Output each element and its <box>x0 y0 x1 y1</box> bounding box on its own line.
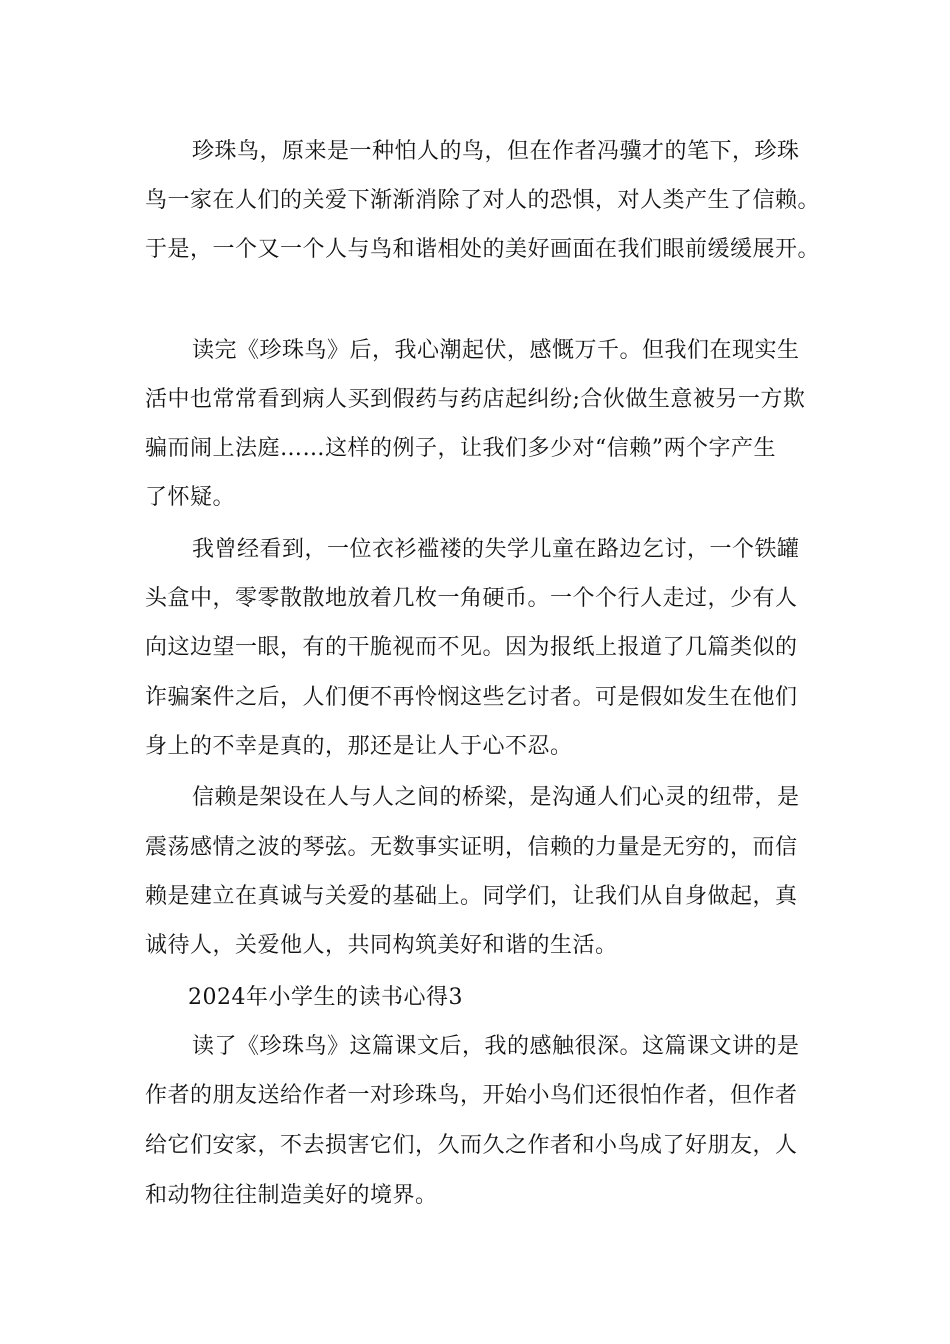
line-text: 诚待人，关爱他人，共同构筑美好和谐的生活。 <box>145 933 618 958</box>
line-text: 骗而闹上法庭……这样的例子，让我们多少对“信赖”两个字产生 <box>145 436 776 461</box>
line-text: 活中也常常看到病人买到假药与药店起纠纷;合伙做生意被另一方欺 <box>145 387 806 412</box>
line-text: 和动物往往制造美好的境界。 <box>145 1183 438 1208</box>
line-text: 诈骗案件之后，人们便不再怜悯这些乞讨者。可是假如发生在他们 <box>145 685 798 710</box>
line-text: 向这边望一眼，有的干脆视而不见。因为报纸上报道了几篇类似的 <box>145 635 798 660</box>
line-text: 读了《珍珠鸟》这篇课文后，我的感触很深。这篇课文讲的是 <box>192 1034 800 1059</box>
line-text: 赖是建立在真诚与关爱的基础上。同学们，让我们从自身做起，真 <box>145 884 798 909</box>
line-text: 给它们安家，不去损害它们，久而久之作者和小鸟成了好朋友，人 <box>145 1133 798 1158</box>
line-text: 作者的朋友送给作者一对珍珠鸟，开始小鸟们还很怕作者，但作者 <box>145 1083 798 1108</box>
line-text: 震荡感情之波的琴弦。无数事实证明，信赖的力量是无穷的，而信 <box>145 835 798 860</box>
line-text: 鸟一家在人们的关爱下渐渐消除了对人的恐惧，对人类产生了信赖。 <box>145 188 821 213</box>
line-text: 信赖是架设在人与人之间的桥梁，是沟通人们心灵的纽带，是 <box>192 785 800 810</box>
line-text: 珍珠鸟，原来是一种怕人的鸟，但在作者冯骥才的笔下，珍珠 <box>192 139 800 164</box>
line-text: 读完《珍珠鸟》后，我心潮起伏，感慨万千。但我们在现实生 <box>192 338 800 363</box>
section-heading-text: 2024年小学生的读书心得3 <box>188 985 463 1010</box>
line-text: 我曾经看到，一位衣衫褴褛的失学儿童在路边乞讨，一个铁罐 <box>192 537 800 562</box>
line-text: 了怀疑。 <box>145 485 236 510</box>
line-text: 于是，一个又一个人与鸟和谐相处的美好画面在我们眼前缓缓展开。 <box>145 237 821 262</box>
line-text: 身上的不幸是真的，那还是让人于心不忍。 <box>145 734 573 759</box>
line-text: 头盒中，零零散散地放着几枚一角硬币。一个个行人走过，少有人 <box>145 586 798 611</box>
